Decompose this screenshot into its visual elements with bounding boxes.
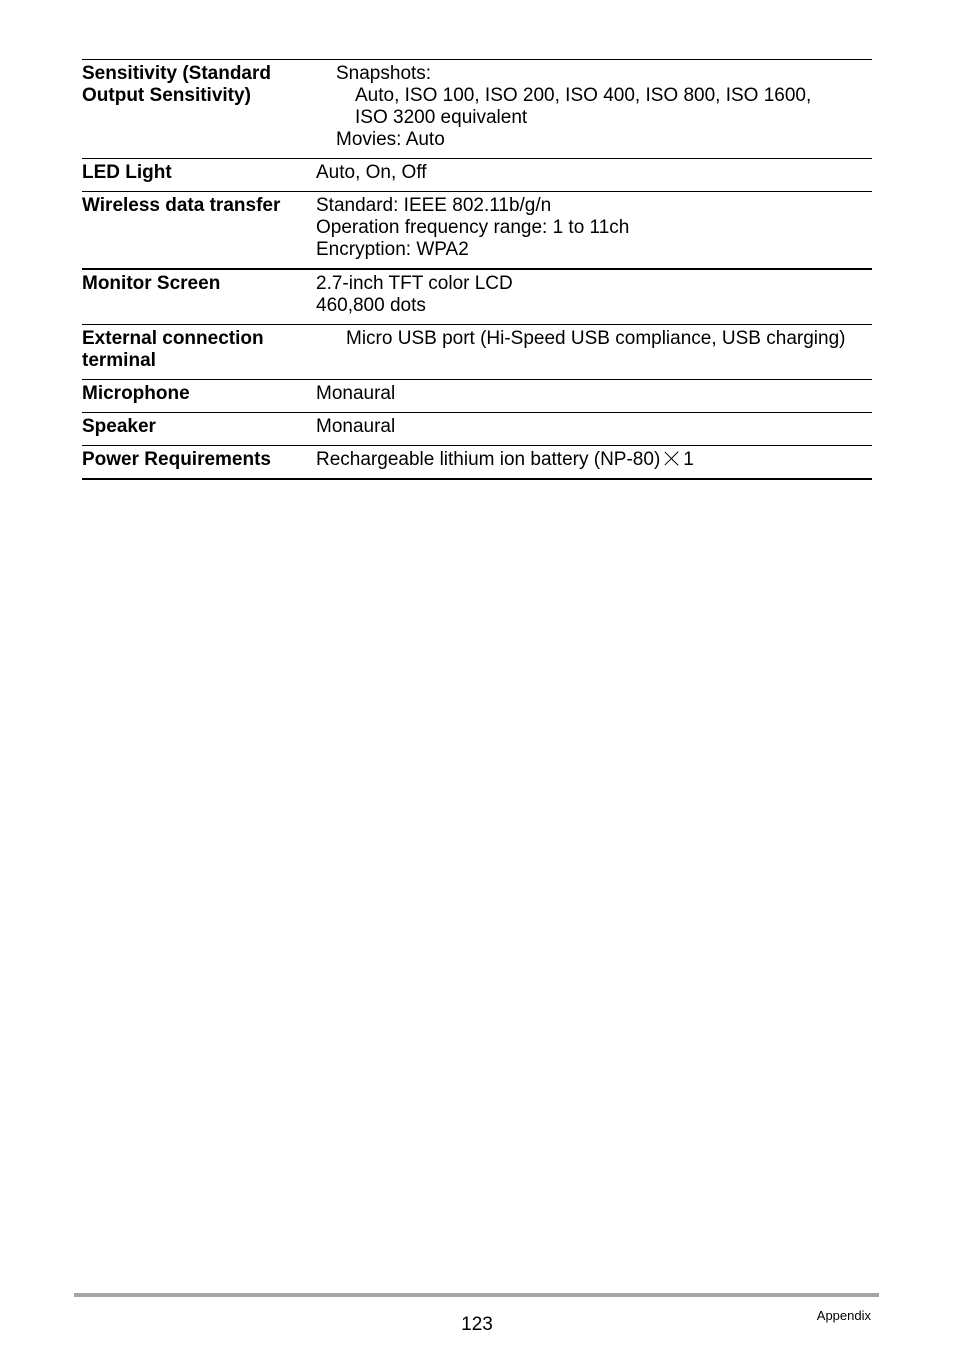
- spec-value: [346, 325, 872, 379]
- spec-row-speaker: [82, 413, 872, 446]
- spec-label: Microphone: [82, 383, 190, 404]
- spec-row-monitor-screen: [82, 270, 872, 325]
- spec-value-line: Monaural: [316, 383, 396, 404]
- spec-value-line: Monaural: [316, 416, 396, 437]
- spec-value-line: Operation frequency range: 1 to 11ch: [316, 217, 630, 238]
- section-name: Appendix: [816, 1308, 871, 1323]
- spec-value-line: Snapshots:: [336, 63, 432, 84]
- page-number: 123: [461, 1314, 493, 1335]
- spec-value: [316, 159, 872, 191]
- spec-row-microphone: [82, 380, 872, 413]
- spec-value-line: 460,800 dots: [316, 295, 426, 316]
- spec-label: External connection terminal: [82, 328, 264, 371]
- spec-value-line: [316, 449, 872, 471]
- spec-value-line: Auto, ISO 100, ISO 200, ISO 400, ISO 800, ISO 1600,: [355, 85, 812, 106]
- spec-label: Power Requirements: [82, 449, 271, 470]
- spec-label: Wireless data transfer: [82, 195, 281, 216]
- spec-row-external-connection-terminal: [82, 325, 872, 380]
- spec-value: [316, 380, 872, 412]
- spec-label: Sensitivity (Standard Output Sensitivity): [82, 63, 271, 106]
- spec-value-line: 2.7-inch TFT color LCD: [316, 273, 513, 294]
- spec-row-power-requirements: [82, 446, 872, 480]
- spec-value-line: Micro USB port (Hi-Speed USB compliance, USB charging): [346, 328, 846, 349]
- spec-label: Monitor Screen: [82, 273, 221, 294]
- spec-value-line: ISO 3200 equivalent: [355, 107, 528, 128]
- battery-quantity: 1: [683, 449, 694, 470]
- spec-value-line: Movies: Auto: [336, 129, 445, 150]
- spec-value: [316, 270, 872, 324]
- multiply-icon: [664, 450, 680, 466]
- spec-value-line: Auto, On, Off: [316, 162, 427, 183]
- footer-rule: [74, 1293, 879, 1297]
- spec-value: [316, 413, 872, 445]
- spec-value-line: Encryption: WPA2: [316, 239, 469, 260]
- spec-label: Speaker: [82, 416, 156, 437]
- spec-value: [336, 60, 872, 158]
- spec-row-wireless-data-transfer: [82, 192, 872, 270]
- battery-description: Rechargeable lithium ion battery (NP-80): [316, 449, 661, 470]
- spec-label: LED Light: [82, 162, 172, 183]
- spec-row-sensitivity: [82, 60, 872, 159]
- spec-value: [316, 192, 872, 268]
- spec-row-led-light: [82, 159, 872, 192]
- spec-value-line: Standard: IEEE 802.11b/g/n: [316, 195, 552, 216]
- specifications-table: [82, 59, 872, 480]
- spec-value: [316, 446, 872, 478]
